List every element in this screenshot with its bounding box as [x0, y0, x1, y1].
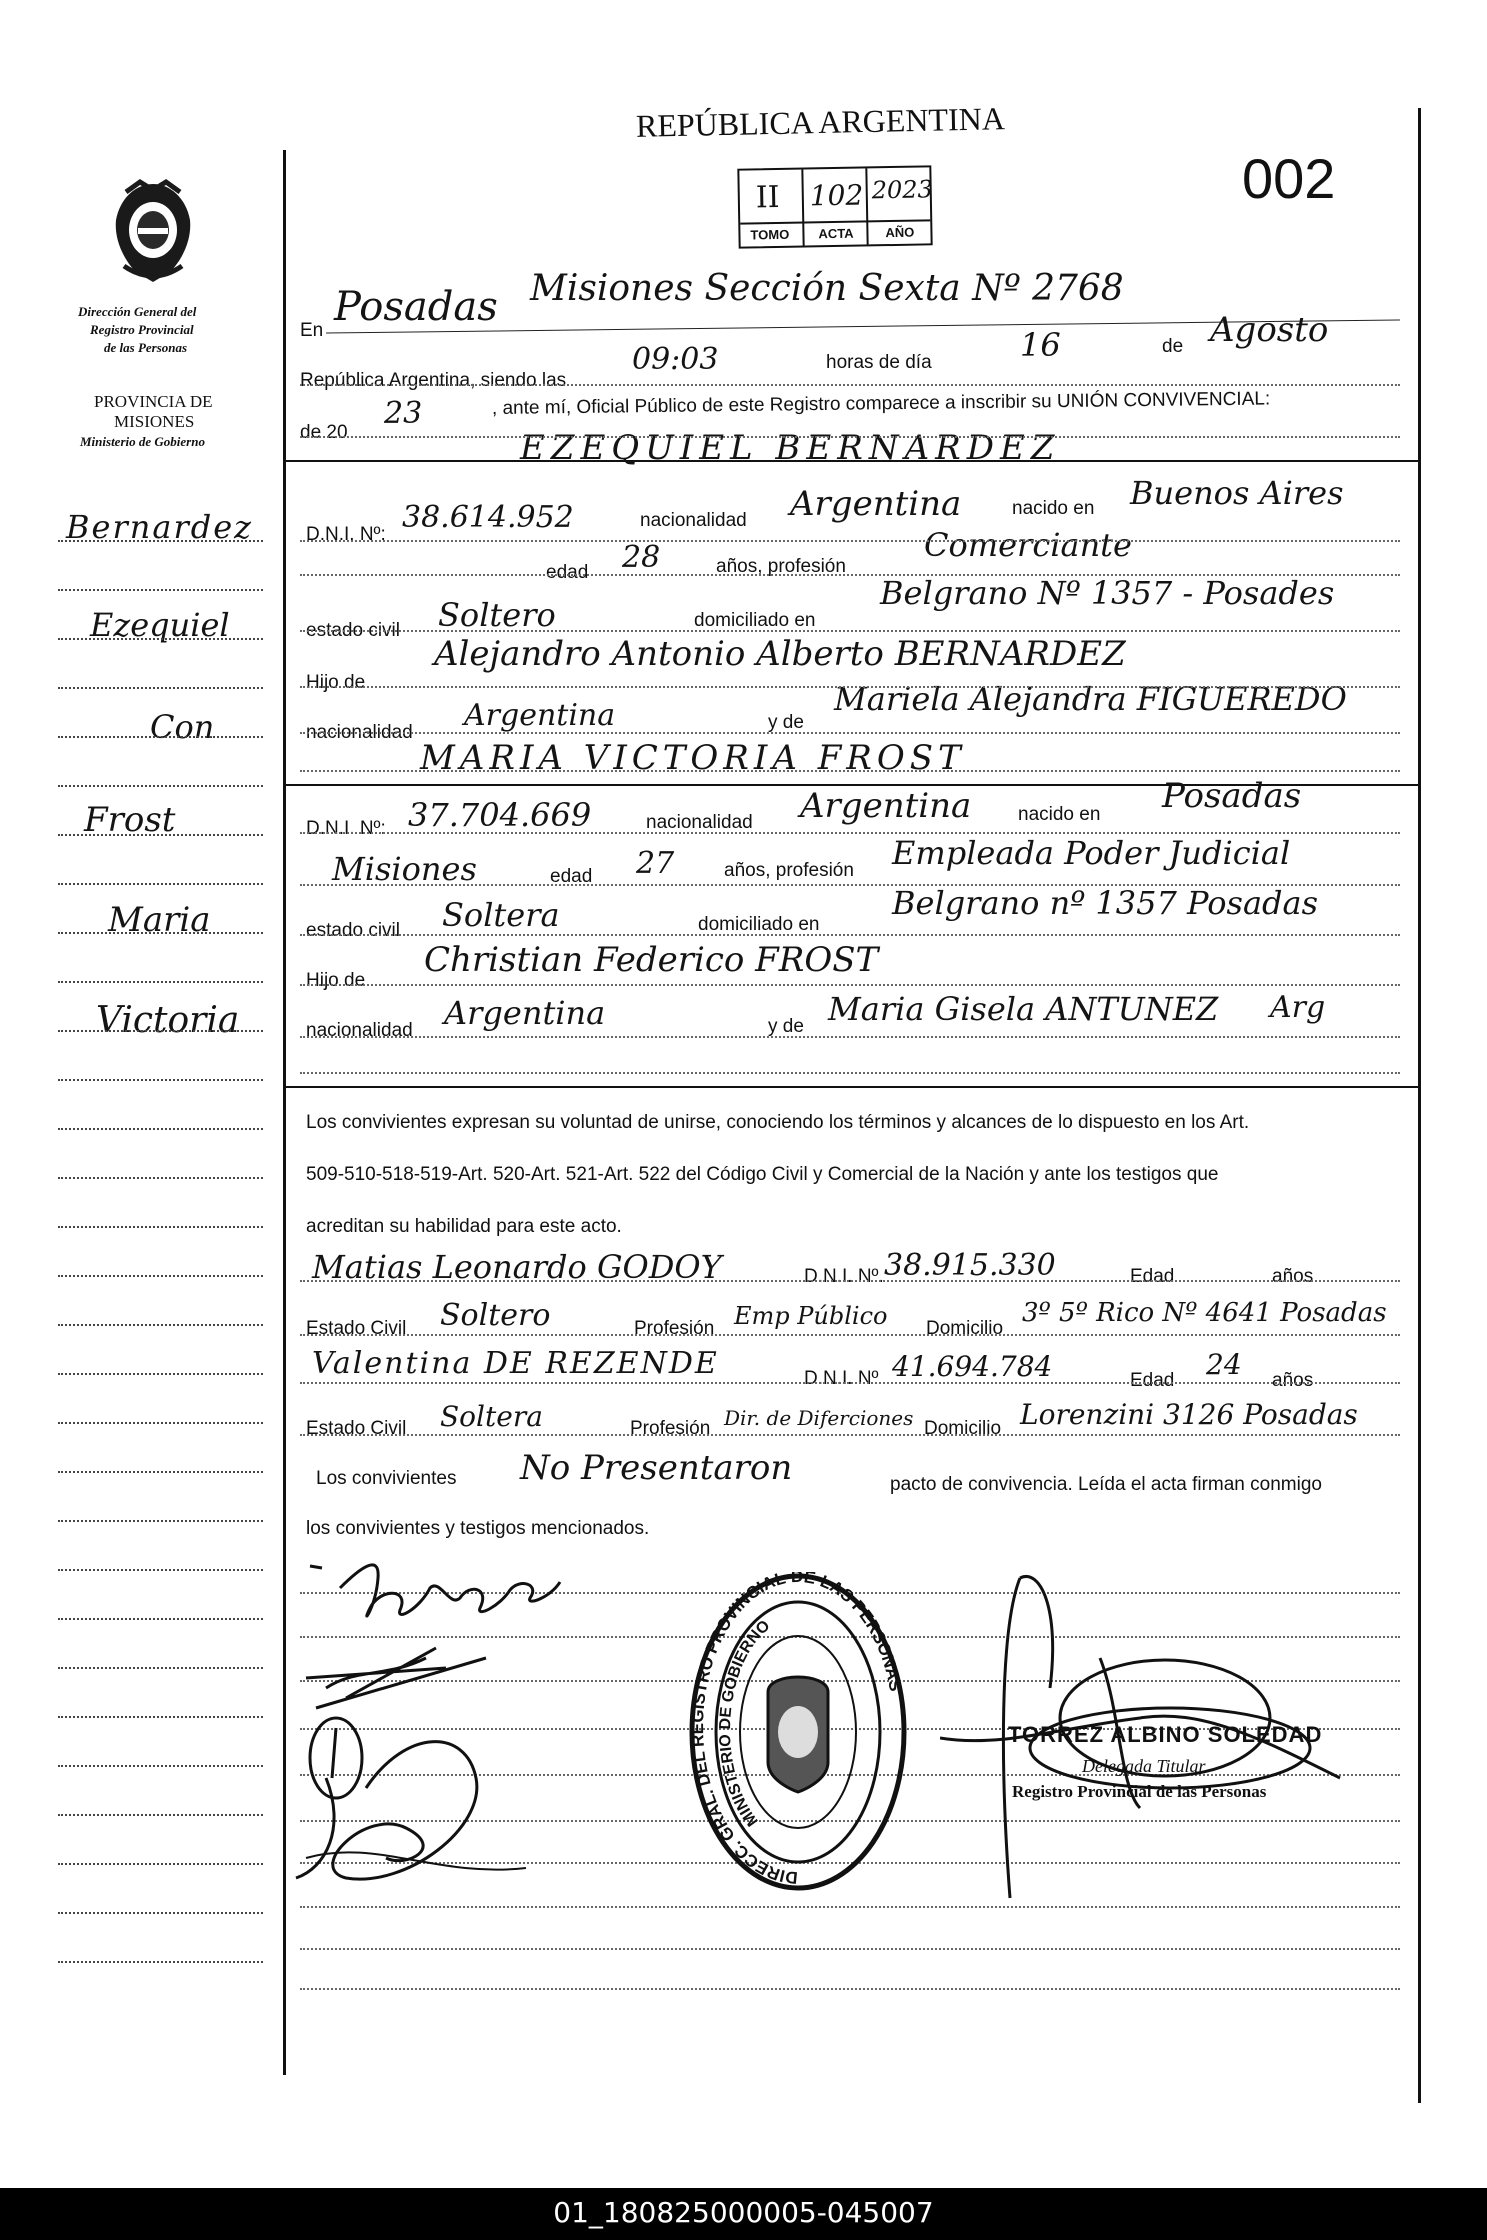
stamp-ring-text: DIRECC. GRAL. DEL REGISTRO PROVINCIAL DE LAS PERSONAS	[688, 1572, 906, 1888]
margin-dotted-line	[58, 1030, 263, 1032]
w2-profession: Dir. de Diferciones	[724, 1406, 914, 1430]
margin-name: Maria	[108, 900, 211, 940]
p2-hijo-label: Hijo de	[306, 970, 366, 991]
year-prefix: de 20	[300, 422, 348, 443]
w1-civil-label: Estado Civil	[306, 1318, 407, 1339]
margin-dotted-line	[58, 1814, 263, 1816]
margin-dotted-line	[58, 1275, 263, 1277]
margin-dotted-line	[58, 589, 263, 591]
margin-dotted-line	[58, 540, 263, 542]
p1-nac-label: nacionalidad	[640, 510, 747, 531]
p2-dom-label: domiciliado en	[698, 914, 820, 935]
form-dotted-line	[300, 1988, 1400, 1990]
coat-of-arms-icon	[106, 178, 200, 288]
p1-edad-label: edad	[546, 562, 589, 583]
p2-mother-nationality: Arg	[1270, 990, 1326, 1025]
p2-civil-label: estado civil	[306, 920, 400, 941]
margin-name: Victoria	[96, 1000, 240, 1041]
margin-dotted-line	[58, 1128, 263, 1130]
w1-dni: 38.915.330	[884, 1248, 1056, 1283]
document-number: 002	[1242, 147, 1336, 210]
margin-dotted-line	[58, 638, 263, 640]
p2-birthplace: Posadas	[1162, 776, 1302, 816]
dept-line2: Registro Provincial	[90, 322, 194, 337]
p2-nationality: Argentina	[800, 786, 972, 826]
margin-name: Frost	[84, 800, 176, 840]
form-dotted-line	[300, 686, 1400, 688]
p1-age: 28	[622, 540, 661, 575]
p2-address: Belgrano nº 1357 Posadas	[892, 884, 1319, 922]
p2-born-label: nacido en	[1018, 804, 1101, 825]
section-value: Misiones Sección Sexta Nº 2768	[530, 268, 1124, 309]
p2-father: Christian Federico FROST	[424, 940, 879, 980]
p2-years-label: años, profesión	[724, 860, 854, 881]
declaration-line2: 509-510-518-519-Art. 520-Art. 521-Art. 522 del Código Civil y Comercial de la Nación y ante los testigos que	[306, 1164, 1219, 1185]
p2-dni-label: D.N.I. Nº:	[306, 818, 386, 839]
horas-label: horas de día	[826, 352, 932, 373]
p2-father-nationality: Argentina	[444, 994, 606, 1032]
statement-text: , ante mí, Oficial Público de este Registro comparece a inscribir su UNIÓN CONVIVENCIAL:	[491, 388, 1271, 419]
margin-dotted-line	[58, 1912, 263, 1914]
w1-address: 3º 5º Rico Nº 4641 Posadas	[1022, 1298, 1387, 1328]
declaration-line3: acreditan su habilidad para este acto.	[306, 1216, 622, 1237]
w2-name: Valentina DE REZENDE	[312, 1346, 719, 1381]
p1-dni-label: D.N.I. Nº:	[306, 524, 386, 545]
republica-label: República Argentina, siendo las	[300, 370, 567, 391]
person1-fullname: EZEQUIEL BERNARDEZ	[520, 428, 1061, 468]
form-dotted-line	[300, 934, 1400, 936]
declaration-line1: Los convivientes expresan su voluntad de unirse, conociendo los términos y alcances de lo dispuesto en los Art.	[306, 1112, 1250, 1133]
p1-mother: Mariela Alejandra FIGUEREDO	[834, 680, 1347, 718]
w2-anos-label: años	[1272, 1370, 1314, 1391]
day-value: 16	[1020, 326, 1061, 364]
margin-dotted-line	[58, 1765, 263, 1767]
margin-dotted-line	[58, 1618, 263, 1620]
official-title: Delegada Titular	[1082, 1756, 1206, 1776]
pact-status: No Presentaron	[520, 1448, 793, 1488]
person2-fullname: MARIA VICTORIA FROST	[420, 738, 966, 778]
closing-label: Los convivientes	[316, 1468, 457, 1489]
p2-civil-status: Soltera	[442, 896, 560, 934]
w1-profession: Emp Público	[734, 1302, 888, 1330]
w1-prof-label: Profesión	[634, 1318, 715, 1339]
w2-dni-label: D.N.I. Nº	[804, 1368, 879, 1389]
form-dotted-line	[300, 884, 1400, 886]
p1-yde-label: y de	[768, 712, 804, 733]
margin-dotted-line	[58, 1079, 263, 1081]
p1-dni-value: 38.614.952	[402, 500, 574, 535]
dept-line1: Dirección General del	[78, 304, 197, 319]
w1-edad-label: Edad	[1130, 1266, 1175, 1287]
official-office: Registro Provincial de las Personas	[1012, 1782, 1267, 1801]
en-label: En	[300, 320, 324, 341]
w1-civil: Soltero	[440, 1298, 551, 1333]
margin-name: Con	[150, 708, 215, 746]
acta-value: 102	[809, 178, 864, 213]
margin-dotted-line	[58, 1324, 263, 1326]
p2-birthplace2: Misiones	[332, 850, 477, 888]
signature-1	[300, 1548, 580, 1638]
p1-hijo-label: Hijo de	[306, 672, 366, 693]
p2-dni-value: 37.704.669	[408, 796, 592, 834]
w1-anos-label: años	[1272, 1266, 1314, 1287]
w2-prof-label: Profesión	[630, 1418, 711, 1439]
p1-born-label: nacido en	[1012, 498, 1095, 519]
p1-address: Belgrano Nº 1357 - Posades	[880, 574, 1335, 612]
p2-nac-label: nacionalidad	[646, 812, 753, 833]
tomo-label: TOMO	[750, 226, 790, 243]
w2-dom-label: Domicilio	[924, 1418, 1002, 1439]
country-title: REPÚBLICA ARGENTINA	[635, 100, 1006, 144]
frame-right-line	[1418, 108, 1421, 2103]
margin-dotted-line	[58, 1569, 263, 1571]
margin-name: Bernardez	[66, 508, 254, 546]
p1-years-label: años, profesión	[716, 556, 846, 577]
p1-birthplace: Buenos Aires	[1130, 474, 1344, 512]
p1-father-nationality: Argentina	[464, 698, 616, 733]
ano-value: 2023	[871, 175, 934, 205]
margin-dotted-line	[58, 785, 263, 787]
form-dotted-line	[300, 984, 1400, 986]
form-dotted-line	[300, 1072, 1400, 1074]
w2-dni: 41.694.784	[892, 1350, 1053, 1383]
margin-dotted-line	[58, 1177, 263, 1179]
closing-line2: los convivientes y testigos mencionados.	[306, 1518, 650, 1539]
p2-edad-label: edad	[550, 866, 593, 887]
p1-dom-label: domiciliado en	[694, 610, 816, 631]
form-dotted-line	[300, 770, 1400, 772]
form-dotted-line	[300, 540, 1400, 542]
margin-dotted-line	[58, 1667, 263, 1669]
margin-dotted-line	[58, 1422, 263, 1424]
w2-civil: Soltera	[440, 1400, 543, 1433]
dept-line3: de las Personas	[104, 340, 188, 355]
margin-name: Ezequiel	[90, 606, 230, 644]
province-line1: PROVINCIA DE	[94, 392, 213, 411]
margin-dotted-line	[58, 1961, 263, 1963]
divider	[285, 1086, 1419, 1088]
tomo-acta-ano-box	[737, 165, 932, 248]
p1-civil-label: estado civil	[306, 620, 400, 641]
w1-dni-label: D.N.I. Nº.	[804, 1266, 884, 1287]
ano-label: AÑO	[885, 224, 915, 241]
w2-civil-label: Estado Civil	[306, 1418, 407, 1439]
form-dotted-line	[300, 1382, 1400, 1384]
ministry-line: Ministerio de Gobierno	[80, 434, 205, 449]
margin-dotted-line	[58, 883, 263, 885]
margin-dotted-line	[58, 736, 263, 738]
form-dotted-line	[300, 832, 1400, 834]
form-dotted-line	[300, 1948, 1400, 1950]
margin-dotted-line	[58, 1373, 263, 1375]
form-dotted-line	[300, 1280, 1400, 1282]
margin-dotted-line	[58, 834, 263, 836]
w1-dom-label: Domicilio	[926, 1318, 1004, 1339]
p1-nationality: Argentina	[790, 484, 962, 524]
time-value: 09:03	[632, 342, 719, 377]
p2-profession: Empleada Poder Judicial	[892, 834, 1291, 872]
form-dotted-line	[300, 1334, 1400, 1336]
p2-nac2-label: nacionalidad	[306, 1020, 413, 1041]
year-value: 23	[384, 396, 423, 431]
de-label: de	[1162, 336, 1184, 357]
signature-2	[286, 1628, 566, 1908]
tomo-value: II	[755, 179, 780, 216]
margin-dotted-line	[58, 687, 263, 689]
p1-profession: Comerciante	[924, 526, 1132, 564]
p1-father: Alejandro Antonio Alberto BERNARDEZ	[434, 634, 1126, 674]
official-stamp	[688, 1572, 908, 1902]
margin-dotted-line	[58, 1863, 263, 1865]
margin-dotted-line	[58, 932, 263, 934]
margin-dotted-line	[58, 1716, 263, 1718]
w1-name: Matias Leonardo GODOY	[312, 1248, 722, 1286]
scan-id: 01_180825000005-045007	[553, 2196, 934, 2229]
form-dotted-line	[300, 1036, 1400, 1038]
form-dotted-line	[300, 630, 1400, 632]
city-value: Posadas	[334, 284, 498, 330]
svg-text:MINISTERIO DE GOBIERNO	[717, 1617, 773, 1829]
form-dotted-line	[300, 384, 1400, 386]
margin-dotted-line	[58, 1520, 263, 1522]
form-dotted-line	[300, 436, 1400, 438]
month-value: Agosto	[1210, 310, 1329, 350]
w2-age: 24	[1206, 1348, 1242, 1381]
form-dotted-line	[300, 732, 1400, 734]
margin-dotted-line	[58, 1226, 263, 1228]
w2-edad-label: Edad	[1130, 1370, 1175, 1391]
margin-dotted-line	[58, 1471, 263, 1473]
stamp-inner-text: MINISTERIO DE GOBIERNO	[716, 1617, 774, 1830]
official-name: TORREZ ALBINO SOLEDAD	[1008, 1722, 1323, 1747]
p2-yde-label: y de	[768, 1016, 804, 1037]
form-dotted-line	[300, 1434, 1400, 1436]
province-line2: MISIONES	[114, 412, 195, 431]
p1-nac2-label: nacionalidad	[306, 722, 413, 743]
acta-label: ACTA	[818, 225, 854, 242]
p2-mother: Maria Gisela ANTUNEZ	[828, 990, 1219, 1028]
p2-age: 27	[636, 846, 675, 881]
form-dotted-line	[300, 574, 1400, 576]
w2-address: Lorenzini 3126 Posadas	[1020, 1398, 1358, 1431]
p1-civil-status: Soltero	[438, 596, 556, 634]
margin-dotted-line	[58, 981, 263, 983]
pact-text: pacto de convivencia. Leída el acta firman conmigo	[890, 1474, 1322, 1495]
